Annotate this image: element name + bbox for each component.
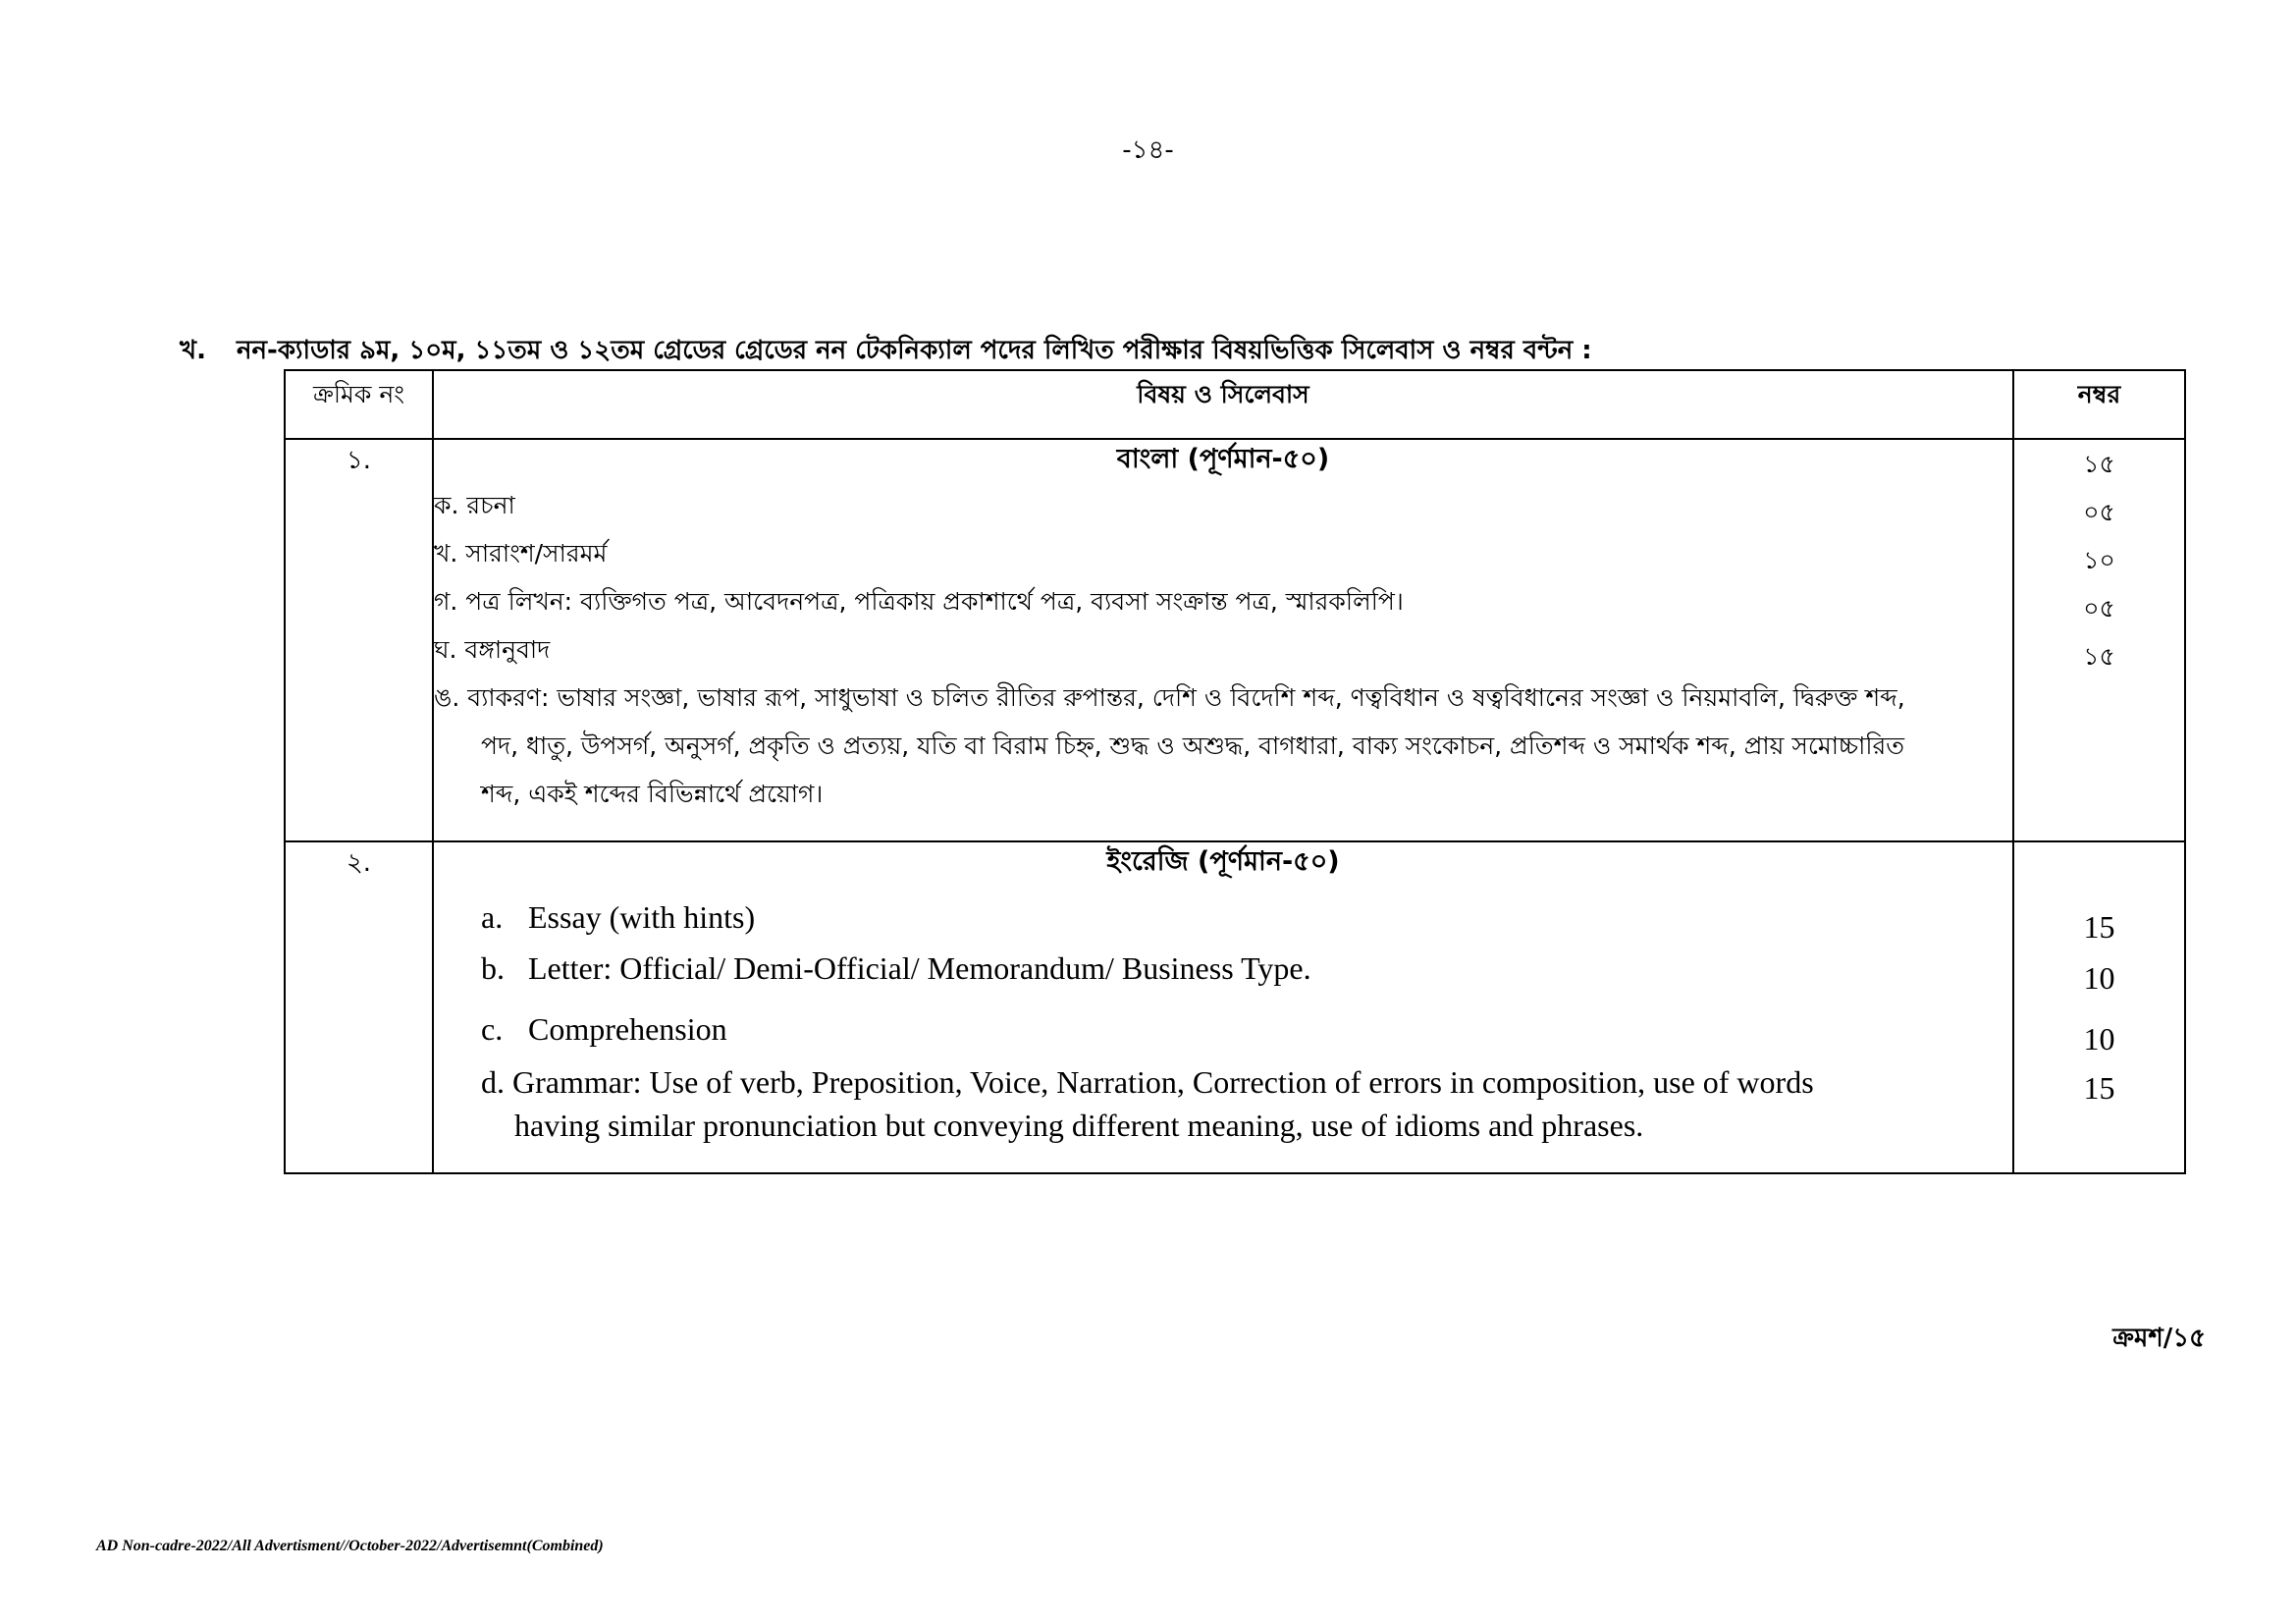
mark-bangla-grammar: ১৫ <box>2083 642 2115 671</box>
table-header-row <box>285 370 2185 439</box>
serial-english: ২. <box>285 841 433 1173</box>
bangla-grammar-line-2: পদ, ধাতু, উপসর্গ, অনুসর্গ, প্রকৃতি ও প্রত্যয়, যতি বা বিরাম চিহ্ন, শুদ্ধ ও অশুদ্ধ, বাগধারা, বাক্য সংকোচন, প্রতিশব্দ ও সমার্থক শব্দ, প্রায় সমোচ্চারিত <box>481 731 1905 760</box>
page-number: -১৪- <box>1122 135 1174 165</box>
bangla-item-letter: গ. পত্র লিখন: ব্যক্তিগত পত্র, আবেদনপত্র, পত্রিকায় প্রকাশার্থে পত্র, ব্যবসা সংক্রান্ত পত্র, স্মারকলিপি। <box>434 587 1404 616</box>
marks-english <box>2013 841 2185 1173</box>
bangla-grammar-line-1: ঙ. ব্যাকরণ: ভাষার সংজ্ঞা, ভাষার রূপ, সাধুভাষা ও চলিত রীতির রুপান্তর, দেশি ও বিদেশি শব্দ, ণত্ববিধান ও ষত্ববিধানের সংজ্ঞা ও নিয়মাবলি, দ্বিরুক্ত শব্দ, <box>434 683 1905 712</box>
subject-english <box>433 841 2013 1173</box>
english-item-letter: b. Letter: Official/ Demi-Official/ Memorandum/ Business Type. <box>481 950 1311 986</box>
serial-bangla: ১. <box>285 439 433 841</box>
header-marks: নম্বর <box>2013 370 2185 439</box>
subject-title-bangla: বাংলা (পূর্ণমান-৫০) <box>1116 444 1330 474</box>
mark-bangla-summary: ০৫ <box>2083 498 2115 526</box>
bangla-item-translation: ঘ. বঙ্গানুবাদ <box>434 635 551 664</box>
mark-bangla-translation: ০৫ <box>2083 594 2115 623</box>
header-serial: ক্রমিক নং <box>285 370 433 439</box>
table-row-english <box>285 841 2185 1173</box>
english-item-grammar <box>481 1060 2012 1147</box>
mark-english-comprehension: 10 <box>2083 1021 2115 1056</box>
syllabus-table <box>284 369 2186 1174</box>
english-item-essay: a. Essay (with hints) <box>481 899 756 935</box>
english-grammar-line-1: d. Grammar: Use of verb, Preposition, Voice, Narration, Correction of errors in composition, use of words <box>481 1064 1814 1100</box>
english-grammar-line-2: having similar pronunciation but conveying different meaning, use of idioms and phrases. <box>514 1108 1644 1143</box>
bangla-item-grammar <box>434 674 2012 818</box>
header-subject: বিষয় ও সিলেবাস <box>433 370 2013 439</box>
continued-note: ক্রমশ/১৫ <box>2112 1324 2206 1353</box>
english-item-list <box>434 892 2012 1147</box>
marks-bangla <box>2013 439 2185 841</box>
mark-english-letter: 10 <box>2083 960 2115 996</box>
bangla-item-composition: ক. রচনা <box>434 491 515 519</box>
mark-bangla-composition: ১৫ <box>2083 450 2115 478</box>
mark-bangla-letter: ১০ <box>2083 546 2115 574</box>
mark-english-essay: 15 <box>2083 909 2115 945</box>
english-item-comprehension: c. Comprehension <box>481 1011 727 1047</box>
table-row-bangla <box>285 439 2185 841</box>
bangla-grammar-line-3: শব্দ, একই শব্দের বিভিন্নার্থে প্রয়োগ। <box>481 780 824 808</box>
section-heading-text: নন-ক্যাডার ৯ম, ১০ম, ১১তম ও ১২তম গ্রেডের গ্রেডের নন টেকনিক্যাল পদের লিখিত পরীক্ষার বিষয়ভিত্তিক সিলেবাস ও নম্বর বন্টন : <box>237 336 1592 365</box>
mark-english-grammar: 15 <box>2083 1070 2115 1106</box>
section-heading <box>180 330 1592 373</box>
section-marker: খ. <box>180 336 206 365</box>
bangla-item-summary: খ. সারাংশ/সারমর্ম <box>434 539 608 568</box>
subject-title-english: ইংরেজি (পূর্ণমান-৫০) <box>1106 846 1340 877</box>
subject-bangla <box>433 439 2013 841</box>
footer-reference: AD Non-cadre-2022/All Advertisment//October-2022/Advertisemnt(Combined) <box>96 1538 604 1554</box>
